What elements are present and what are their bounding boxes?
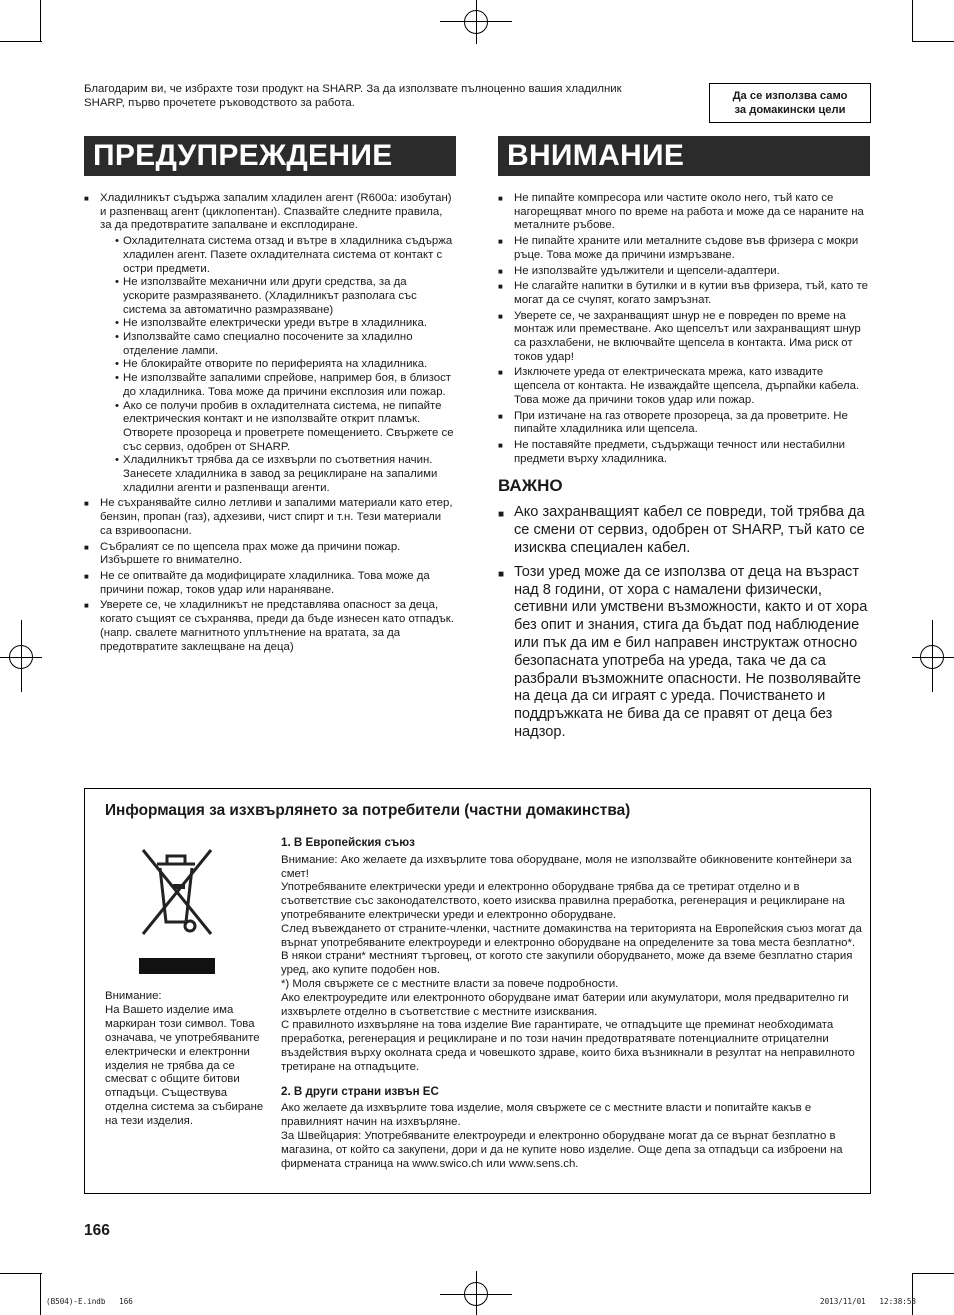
crop-mark <box>912 1273 954 1274</box>
important-list <box>498 504 870 741</box>
paragraph: След въвеждането от страните-членки, частните домакинства на територията на Европейския съюз могат да върнат употребяваните електроуреди и електронно оборудване на определените за това места безплатно*. В някои страни* местният търговец, от когото сте закупили оборудването, може да вземе безплатно стария уред, ако купите подобен нов. <box>281 922 862 977</box>
caution-item: ■ Не пипайте храните или металните съдове във фризера с мокри ръце. Това може да причини измръзване. <box>498 235 870 262</box>
disposal-body <box>281 836 863 1171</box>
paragraph: *) Моля свържете се с местните власти за повече подробности. <box>281 977 619 990</box>
crossed-bin-icon <box>133 844 221 974</box>
caution-item: ■ При изтичане на газ отворете прозореца, за да проветрите. Не пипайте хладилника или щепсела. <box>498 410 870 437</box>
section-eu-title: 1. В Европейския съюз <box>281 836 415 849</box>
household-use-badge <box>709 83 871 123</box>
disposal-note: Внимание: На Вашето изделие има маркиран този символ. Това означава, че употребяваните електрически и електронни изделия не трябва да се смесват с общите битови отпадъци. Съществува отделна система за събиране на тези изделия. <box>105 990 264 1128</box>
caution-section <box>498 136 870 748</box>
warning-item-text: Събралият се по щепсела прах може да причини пожар. Избършете го внимателно. <box>100 540 401 567</box>
caution-item: ■ Не пипайте компресора или частите около него, тъй като се нагорещяват много по време на работа и може да се нараните на металните ръбове. <box>498 192 870 233</box>
warning-item <box>84 541 456 568</box>
paragraph: За Швейцария: Употребяваните електроуреди и електронно оборудване могат да се върнат безплатно в магазина, от който са закупени, дори и да не купите ново изделие. Още депа за отпадъци са изброени на фирмената страница на www.swico.ch или www.sens.ch. <box>281 1129 843 1170</box>
warning-subitem: • Не блокирайте отворите по периферията на хладилника. <box>100 358 456 372</box>
warning-subitem: • Охладителната система отзад и вътре в хладилника съдържа хладилен агент. Пазете охладителната система от контакт с остри предмети. <box>100 235 456 276</box>
warning-subitem: • Не използвайте механични или други средства, за да ускорите размразяването. (Хладилникът разполага със система за автоматично размразяване) <box>100 276 456 317</box>
paragraph: Ако желаете да изхвърлите това изделие, моля свържете се с местните власти и попитайте какъв е правилният начин на изхвърляне. <box>281 1102 812 1129</box>
registration-mark <box>464 10 488 34</box>
caution-item: ■ Уверете се, че захранващият шнур не е повреден по време на монтаж или преместване. Ако щепселът или захранващият шнур са разхлабени, не включвайте щепсела в контакта. Има риск от токов удар! <box>498 310 870 365</box>
intro-text: Благодарим ви, че избрахте този продукт на SHARP. За да използвате пълноценно вашия хладилник SHARP, първо прочетете ръководството за работа. <box>84 83 622 110</box>
print-slug-date: 2013/11/01 12:38:58 <box>820 1297 917 1306</box>
warning-heading: ПРЕДУПРЕЖДЕНИЕ <box>84 136 456 176</box>
disposal-info-box <box>84 788 871 1194</box>
crop-mark <box>40 0 41 42</box>
important-item: ■ Този уред може да се използва от деца на възраст над 8 години, от хора с намалени физически, сетивни или умствени възможности, както и от хора без опит и знания, стига да бъдат под наблюдение или пък да им е бил направен инструктаж относно безопасната употреба на уреда, така че да са разбрали възможните опасности. Не позволявайте на деца да си играят с уреда. Почистването и поддръжката не бива да се правят от деца без надзор. <box>498 564 870 742</box>
crop-mark <box>912 41 954 42</box>
warning-section <box>84 136 456 656</box>
warning-item <box>84 599 456 654</box>
disposal-title: Информация за изхвърлянето за потребители (частни домакинства) <box>105 802 631 819</box>
warning-subitem: • Не използвайте запалими спрейове, например боя, в близост до хладилника. Това може да причини експлозия или пожар. <box>100 372 456 399</box>
caution-item: ■ Изключете уреда от електрическата мрежа, като извадите щепсела от контакта. Не изваждайте щепсела, дърпайки кабела. Това може да причини токов удар или пожар. <box>498 366 870 407</box>
caution-heading: ВНИМАНИЕ <box>498 136 870 176</box>
warning-subitem: • Използвайте само специално посочените за хладилно отделение лампи. <box>100 331 456 358</box>
warning-item <box>84 570 456 597</box>
caution-list <box>498 192 870 466</box>
warning-item <box>84 192 456 495</box>
caution-item: ■ Не слагайте напитки в бутилки и в кутии във фризера, тъй, като те могат да се счупят, когато замръзнат. <box>498 280 870 307</box>
warning-subitem: • Ако се получи пробив в охладителната система, не пипайте електрическия контакт и не използвайте открит пламък. Отворете прозореца и проветрете помещението. Свържете се със сервиз, одобрен от SHARP. <box>100 400 456 455</box>
warning-subitem: • Хладилникът трябва да се изхвърли по съответния начин. Занесете хладилника в завод за рециклиране на запалими хладилни агенти и разпенващи агенти. <box>100 454 456 495</box>
caution-item: ■ Не използвайте удължители и щепсели-адаптери. <box>498 265 870 279</box>
registration-mark <box>9 645 33 669</box>
page-number: 166 <box>84 1222 110 1239</box>
registration-mark <box>920 645 944 669</box>
crop-mark <box>912 1273 913 1315</box>
crop-mark <box>912 0 913 42</box>
section-non-eu-text <box>281 1102 863 1171</box>
caution-item: ■ Не поставяйте предмети, съдържащи течност или нестабилни предмети върху хладилника. <box>498 439 870 466</box>
warning-item-text: Уверете се, че хладилникът не представлява опасност за деца, когато същият се съхранява, преди да бъде изнесен като отпадък. (напр. свалете магнитното уплътнение на вратата, за да предотвратите заклещване на деца) <box>100 599 454 653</box>
section-eu-text <box>281 854 863 1075</box>
print-slug-file: (B504)-E.indb 166 <box>46 1297 133 1306</box>
section-non-eu-title: 2. В други страни извън ЕС <box>281 1084 439 1098</box>
paragraph: С правилното изхвърляне на това изделие Вие гарантирате, че отпадъците ще преминат необходимата преработка, регенерация и рециклиране и по този начин предотвратявате потенциалните отрицателни въздействия върху околната среда и човешкото здраве, които биха възникнали в резултат на неправилното третиране на отпадъците. <box>281 1019 855 1073</box>
warning-item-text: Не се опитвайте да модифицирате хладилника. Това може да причини пожар, токов удар или нараняване. <box>100 569 430 596</box>
crop-mark <box>0 41 42 42</box>
warning-item-text: Не съхранявайте силно летливи и запалими материали като етер, бензин, пропан (газ), адхезиви, чист спирт и т.н. Тези материали са взривоопасни. <box>100 497 453 537</box>
crop-mark <box>0 1273 42 1274</box>
warning-item-text: Хладилникът съдържа запалим хладилен агент (R600a: изобутан) и разпенващ агент (циклопентан). Спазвайте следните правила, за да предотвратите запалване и експлодиране. <box>100 192 452 232</box>
warning-subitem: • Не използвайте електрически уреди вътре в хладилника. <box>100 317 456 331</box>
crop-mark <box>40 1273 41 1315</box>
paragraph: Употребяваните електрически уреди и електронно оборудване трябва да се третират отделно и в съответствие със законодателството, което изисква правилна преработка, регенерация и рециклиране на употребяваните електрически уреди и електронно оборудване. <box>281 881 845 921</box>
warning-item <box>84 497 456 538</box>
important-item: ■ Ако захранващият кабел се повреди, той трябва да се смени от сервиз, одобрен от SHARP, тъй като се изисква специален кабел. <box>498 504 870 557</box>
warning-sublist <box>100 235 456 495</box>
warning-list <box>84 192 456 654</box>
badge-line: за домакински цели <box>734 104 846 116</box>
badge-line: Да се използва само <box>732 90 848 102</box>
registration-mark <box>464 1282 488 1306</box>
important-heading: ВАЖНО <box>498 476 563 496</box>
paragraph: Ако електроуредите или електронното оборудване имат батерии или акумулатори, моля предварително ги изхвърлете отделно в съответствие с местните изисквания. <box>281 991 849 1018</box>
paragraph: Внимание: Ако желаете да изхвърлите това оборудване, моля не използвайте обикновените контейнери за смет! <box>281 853 852 880</box>
